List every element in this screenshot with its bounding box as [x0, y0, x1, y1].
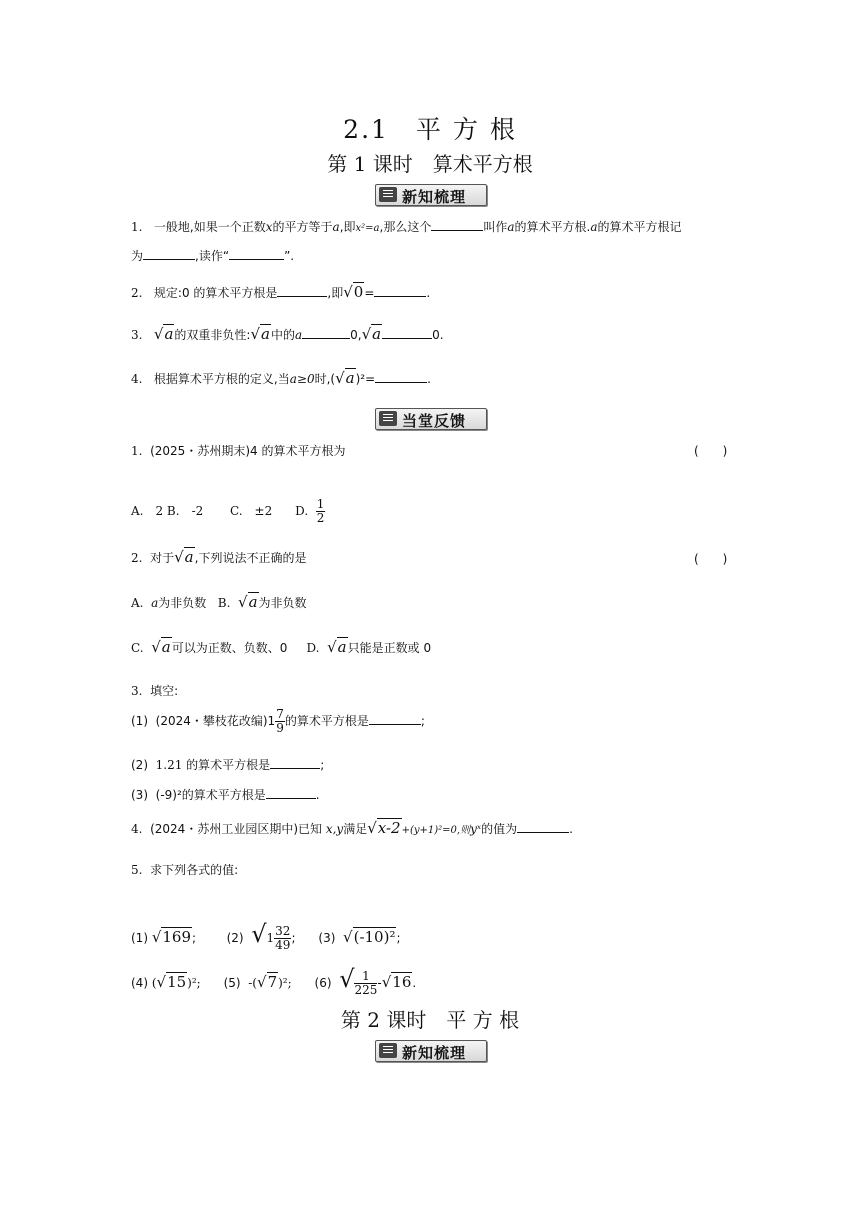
- option-a[interactable]: A. a为非负数: [131, 596, 207, 610]
- notebook-icon: [379, 187, 397, 202]
- answer-blank[interactable]: [277, 285, 327, 297]
- answer-paren[interactable]: ( ): [694, 552, 728, 566]
- knowledge-item-2: 2. 规定:0 的算术平方根是 ,即√0= .: [131, 283, 431, 301]
- notebook-icon: [379, 1043, 397, 1058]
- fraction: $\frac{1}{2}$: [316, 497, 325, 525]
- new-knowledge-banner: [375, 184, 487, 206]
- fraction: $\frac{32}{49}$: [275, 924, 291, 952]
- lesson-title-2: 第 2 课时 平 方 根: [340, 1008, 520, 1032]
- option-a-b[interactable]: A. 2 B. -2: [131, 504, 204, 518]
- answer-blank[interactable]: [382, 327, 432, 339]
- option-d[interactable]: D. √a只能是正数或 0: [306, 638, 432, 656]
- answer-blank[interactable]: [302, 327, 350, 339]
- lesson-title: 第 1 课时 算术平方根: [327, 152, 533, 176]
- banner-label: 新知梳理: [402, 1044, 467, 1062]
- banner-label: 当堂反馈: [402, 412, 467, 430]
- option-b[interactable]: B. √a为非负数: [217, 593, 307, 611]
- question-5: 5. 求下列各式的值:: [131, 863, 239, 877]
- question-3-1: (1) (2024・攀枝花改编)1 $\frac{7}{9}$ 的算术平方根是 ;: [131, 707, 425, 735]
- question-4: 4. (2024・苏州工业园区期中)已知 x,y满足√x-2+(y+1)²=0,则yˣ的值为 .: [131, 819, 573, 837]
- new-knowledge-banner-2: [375, 1040, 487, 1062]
- option-c[interactable]: C. ±2: [229, 504, 273, 518]
- answer-blank[interactable]: [374, 285, 426, 297]
- answer-blank[interactable]: [375, 371, 427, 383]
- question-2: 2. 对于√a,下列说法不正确的是: [131, 548, 307, 566]
- answer-blank[interactable]: [229, 248, 284, 260]
- knowledge-item-1: 1. 一般地,如果一个正数x的平方等于a,即x²=a,那么这个 叫作a的算术平方根.a的算术平方根记: [131, 220, 682, 234]
- answer-blank[interactable]: [143, 248, 195, 260]
- answer-blank[interactable]: [431, 219, 483, 231]
- question-1-options: [131, 498, 325, 525]
- question-5-row1: (1) √169; (2) √1 $\frac{32}{49}$ ; (3) √(-10)²;: [131, 920, 401, 952]
- question-2-options-ab: [131, 593, 307, 611]
- fraction: $\frac{1}{225}$: [354, 969, 378, 997]
- banner-label: 新知梳理: [402, 188, 467, 206]
- knowledge-item-4: 4. 根据算术平方根的定义,当a≥0时,(√a)²= .: [131, 369, 431, 387]
- question-2-options-cd: [131, 638, 431, 656]
- option-d[interactable]: D.: [295, 504, 309, 518]
- answer-blank[interactable]: [266, 787, 316, 799]
- answer-blank[interactable]: [270, 757, 320, 769]
- answer-paren[interactable]: ( ): [694, 444, 728, 458]
- question-3-2: (2) 1.21 的算术平方根是 ;: [131, 758, 325, 772]
- knowledge-item-3: 3. √a的双重非负性:√a中的a 0,√a 0.: [131, 325, 444, 343]
- question-3-3: (3) (-9)²的算术平方根是 .: [131, 788, 320, 802]
- feedback-banner: [375, 408, 487, 430]
- answer-blank[interactable]: [517, 821, 569, 833]
- fraction: $\frac{7}{9}$: [276, 707, 284, 735]
- option-c[interactable]: C. √a可以为正数、负数、0: [131, 638, 288, 656]
- pen-icon: [379, 411, 397, 426]
- question-1: 1. (2025・苏州期末)4 的算术平方根为: [131, 444, 346, 458]
- question-3: 3. 填空:: [131, 684, 179, 698]
- knowledge-item-1-line2: 为 ,读作“ ”.: [131, 249, 295, 263]
- section-title: 2.1 平 方 根: [343, 115, 517, 144]
- question-5-row2: (4) (√15)²; (5) -(√7)²; (6) √ $\frac{1}{225}$ -√16.: [131, 965, 417, 997]
- answer-blank[interactable]: [369, 713, 421, 725]
